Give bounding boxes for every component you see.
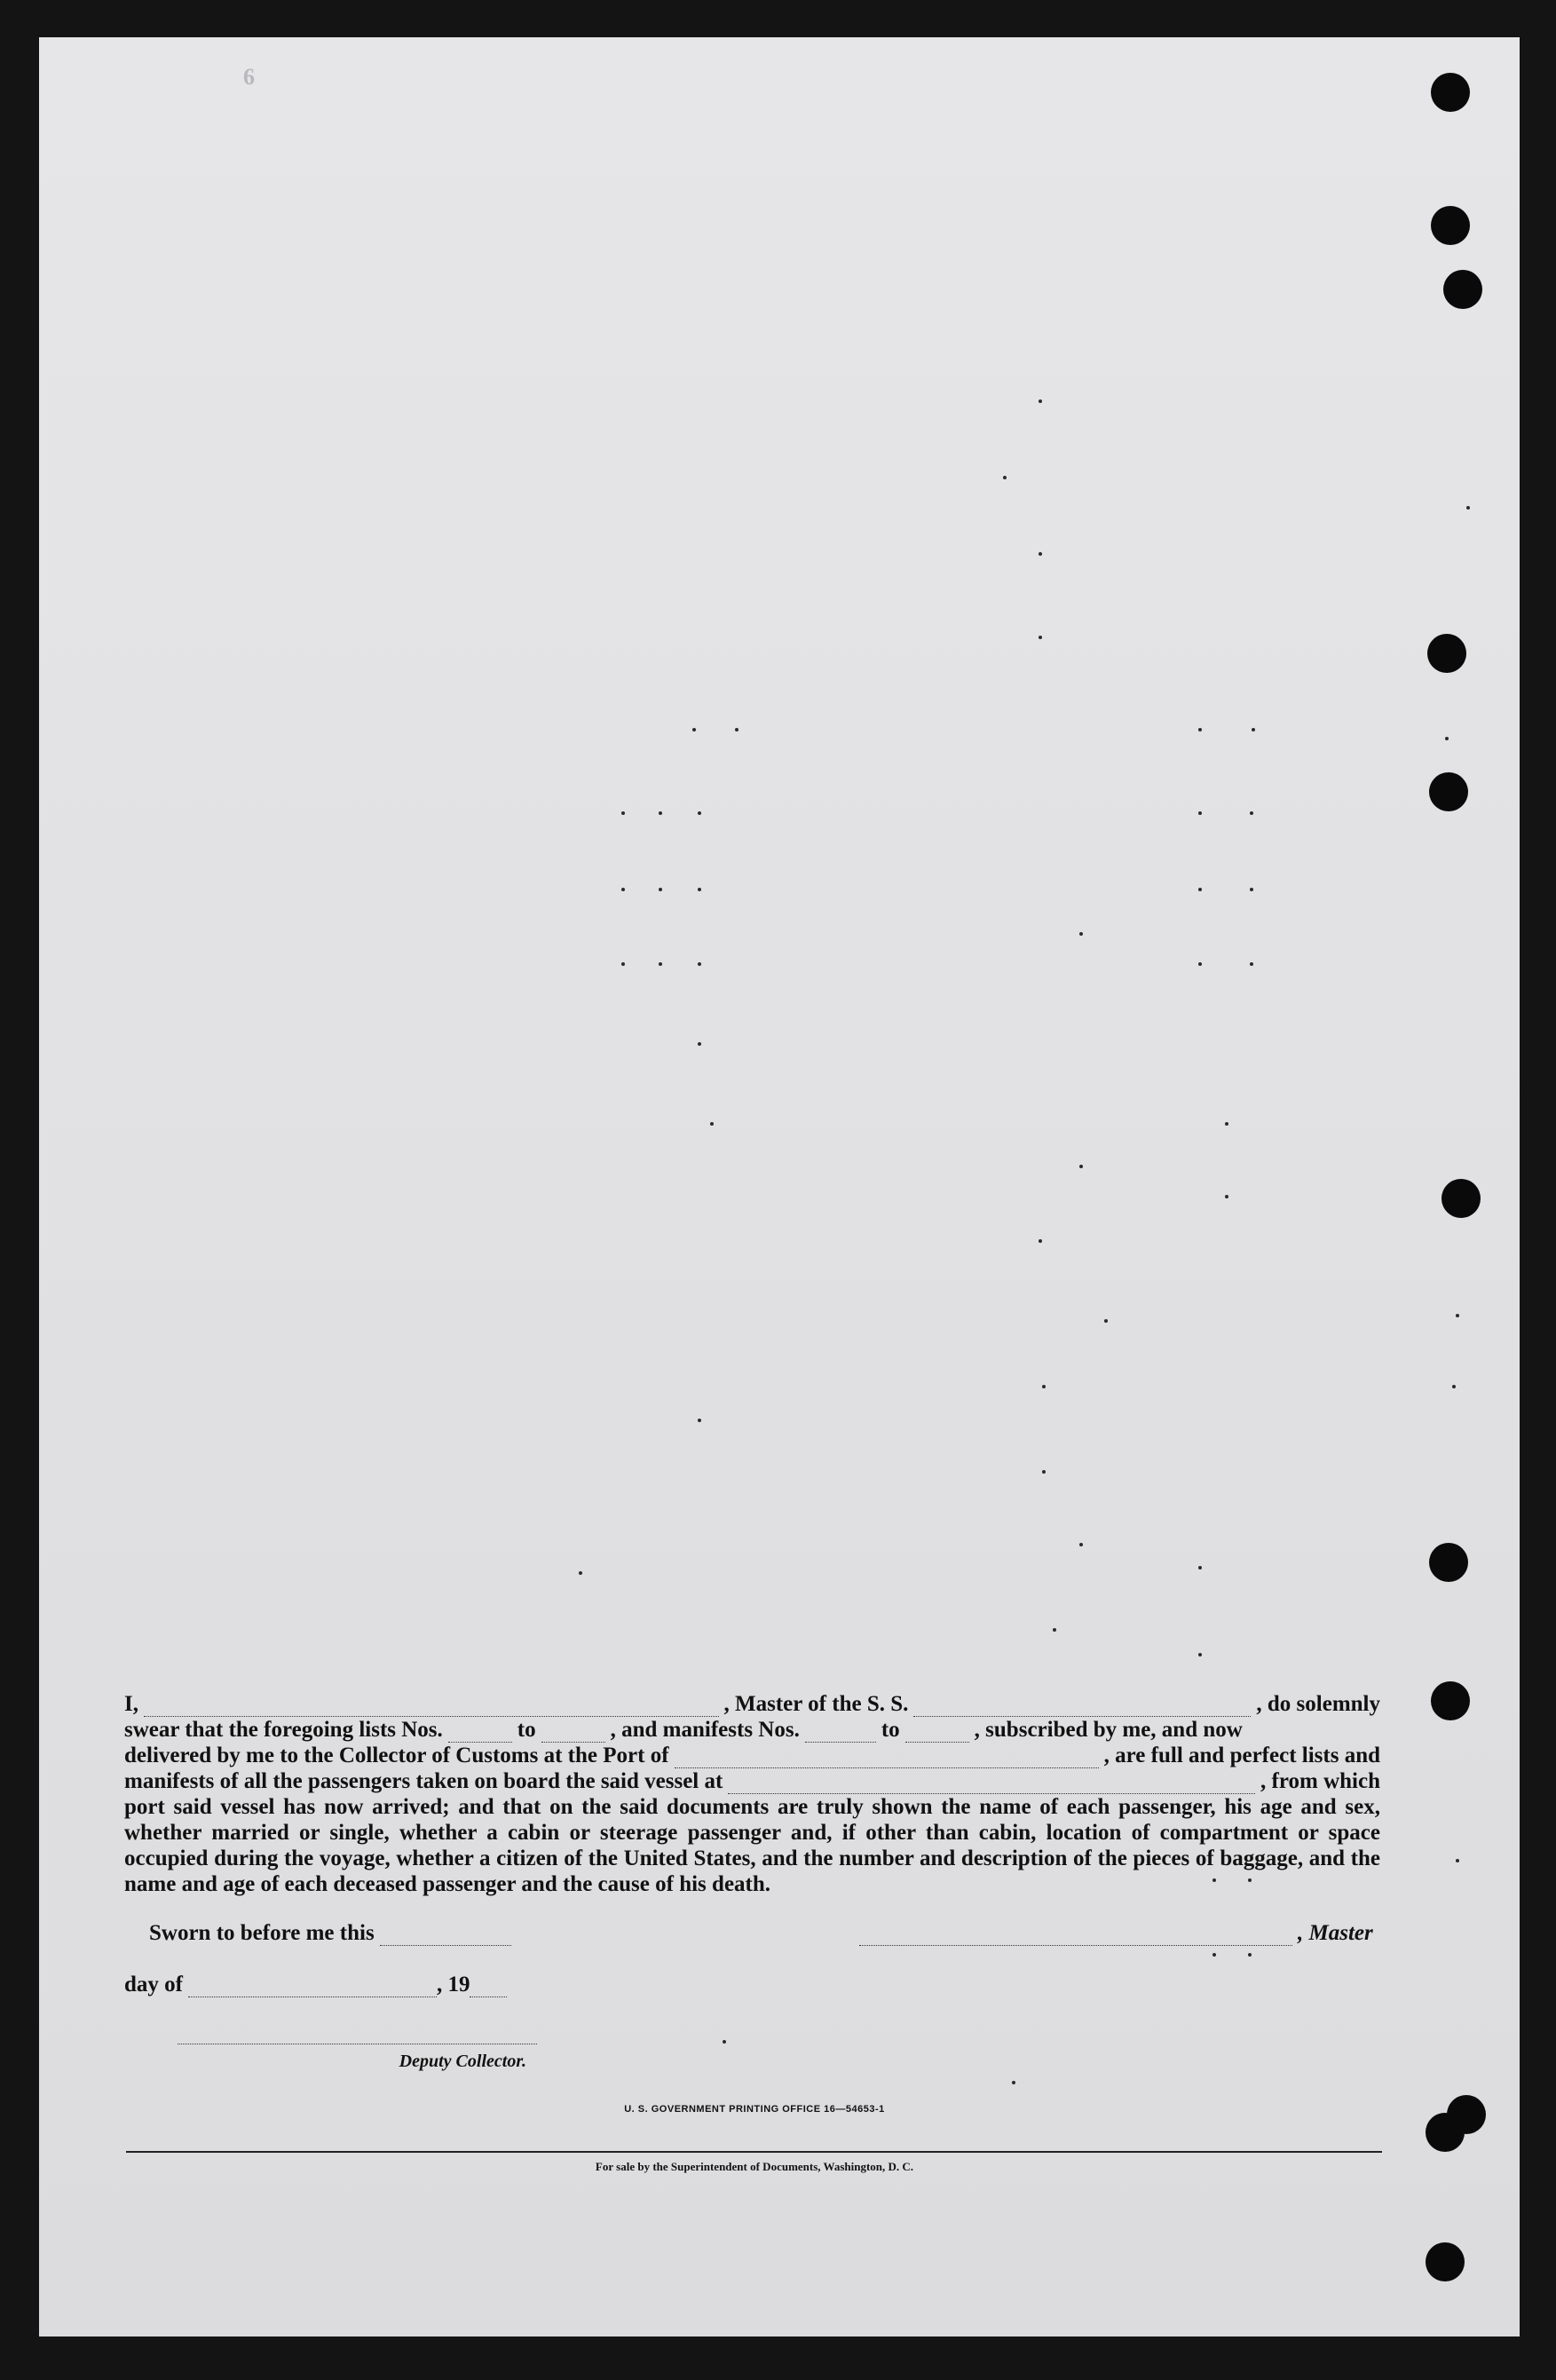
speck: [1452, 1385, 1456, 1388]
list-to-blank: [541, 1724, 605, 1743]
oath-and-manifests: , and manifests Nos.: [610, 1718, 800, 1742]
speck: [698, 888, 701, 891]
speck: [1198, 728, 1202, 731]
speck: [1248, 1953, 1252, 1957]
punch-hole: [1431, 1681, 1470, 1720]
speck: [723, 2040, 726, 2044]
year-blank: [470, 1979, 507, 1997]
speck: [692, 728, 696, 731]
punch-hole: [1429, 772, 1468, 811]
speck: [659, 962, 662, 966]
oath-line-1: [124, 1691, 1380, 1717]
speck: [710, 1122, 714, 1126]
speck: [659, 811, 662, 815]
sworn-label: Sworn to before me this: [149, 1921, 375, 1945]
oath-paragraph: [124, 1691, 1380, 1897]
oath-swear: swear that the foregoing lists Nos.: [124, 1718, 443, 1742]
speck: [698, 1419, 701, 1422]
manifest-to-blank: [905, 1724, 969, 1743]
speck: [1212, 1953, 1216, 1957]
speck: [698, 1042, 701, 1046]
speck: [1039, 552, 1042, 556]
punch-hole: [1431, 206, 1470, 245]
oath-body: port said vessel has now arrived; and that on the said documents are truly shown the name of each passenger, his age and sex, whether married or single, whether a cabin or steerage passenger and, if other than cabin, location of compartment or space occupied during the voyage, whether a citizen of the United States, and the number and description of the pieces of baggage, and the name and age of each deceased passenger and the cause of his death.: [124, 1795, 1380, 1896]
speck: [735, 728, 739, 731]
speck: [1198, 962, 1202, 966]
speck: [1042, 1470, 1046, 1474]
speck: [1053, 1628, 1056, 1632]
oath-line-2: [124, 1717, 1380, 1743]
master-label: , Master: [1298, 1921, 1373, 1945]
speck: [1456, 1314, 1459, 1317]
list-from-blank: [448, 1724, 512, 1743]
printer-imprint: U. S. GOVERNMENT PRINTING OFFICE 16—54653-1: [624, 2104, 885, 2115]
speck: [698, 962, 701, 966]
footer-rule: [126, 2151, 1382, 2153]
speck: [1198, 1653, 1202, 1657]
punch-hole: [1441, 1179, 1481, 1218]
punch-hole: [1431, 73, 1470, 112]
speck: [1104, 1319, 1108, 1323]
oath-delivered: delivered by me to the Collector of Customs at the Port of: [124, 1743, 669, 1767]
punch-hole: [1429, 1543, 1468, 1582]
deputy-collector-block: [178, 2042, 537, 2072]
speck: [1039, 1239, 1042, 1243]
sworn-blank: [380, 1927, 511, 1946]
speck: [1012, 2081, 1015, 2084]
vessel-blank: [913, 1698, 1251, 1717]
punch-hole: [1426, 2113, 1465, 2152]
speck: [621, 962, 625, 966]
speck: [1198, 1566, 1202, 1570]
oath-to-2: to: [881, 1718, 900, 1742]
speck: [1252, 728, 1255, 731]
speck: [579, 1571, 582, 1575]
master-signature-line: [854, 1921, 1373, 1946]
oath-subscribed: , subscribed by me, and now: [974, 1718, 1243, 1742]
sworn-line: [149, 1921, 517, 1946]
speck: [621, 811, 625, 815]
speck: [1079, 1543, 1083, 1546]
oath-are-full: , are full and perfect lists and: [1103, 1743, 1380, 1767]
oath-master-of: , Master of the S. S.: [723, 1692, 909, 1716]
speck: [1079, 932, 1083, 936]
name-blank: [144, 1698, 719, 1717]
speck: [1445, 737, 1449, 740]
embark-port-blank: [728, 1775, 1255, 1794]
speck: [1003, 476, 1007, 479]
speck: [1250, 888, 1253, 891]
punch-hole: [1426, 2242, 1465, 2281]
sale-notice: For sale by the Superintendent of Documents, Washington, D. C.: [595, 2160, 914, 2173]
speck: [1039, 399, 1042, 403]
deputy-collector-label: Deputy Collector.: [399, 2052, 526, 2071]
punch-hole: [1443, 270, 1482, 309]
day-of-label: day of: [124, 1973, 183, 1997]
oath-to: to: [517, 1718, 536, 1742]
manifest-from-blank: [805, 1724, 876, 1743]
speck: [1079, 1165, 1083, 1168]
oath-line-4: [124, 1768, 1380, 1794]
speck: [698, 811, 701, 815]
speck: [1225, 1122, 1228, 1126]
oath-opening: I,: [124, 1692, 138, 1716]
punch-hole: [1427, 634, 1466, 673]
marginal-number: 6: [243, 64, 256, 90]
speck: [1466, 506, 1470, 510]
speck: [1198, 811, 1202, 815]
oath-line-3: [124, 1743, 1380, 1768]
speck: [1250, 962, 1253, 966]
oath-do-solemnly: , do solemnly: [1256, 1692, 1380, 1716]
speck: [1042, 1385, 1046, 1388]
speck: [1250, 811, 1253, 815]
deputy-signature-line: [178, 2042, 537, 2044]
speck: [1456, 1859, 1459, 1862]
day-of-line: [124, 1973, 512, 1997]
speck: [659, 888, 662, 891]
speck: [621, 888, 625, 891]
speck: [1225, 1195, 1228, 1198]
day-blank: [188, 1979, 437, 1997]
speck: [1198, 888, 1202, 891]
master-signature-blank: [859, 1927, 1292, 1946]
year-prefix: , 19: [436, 1973, 470, 1997]
oath-manifests-of-all: manifests of all the passengers taken on board the said vessel at: [124, 1769, 723, 1793]
port-blank: [675, 1750, 1099, 1768]
oath-from-which: , from which: [1260, 1769, 1380, 1793]
speck: [1039, 636, 1042, 639]
